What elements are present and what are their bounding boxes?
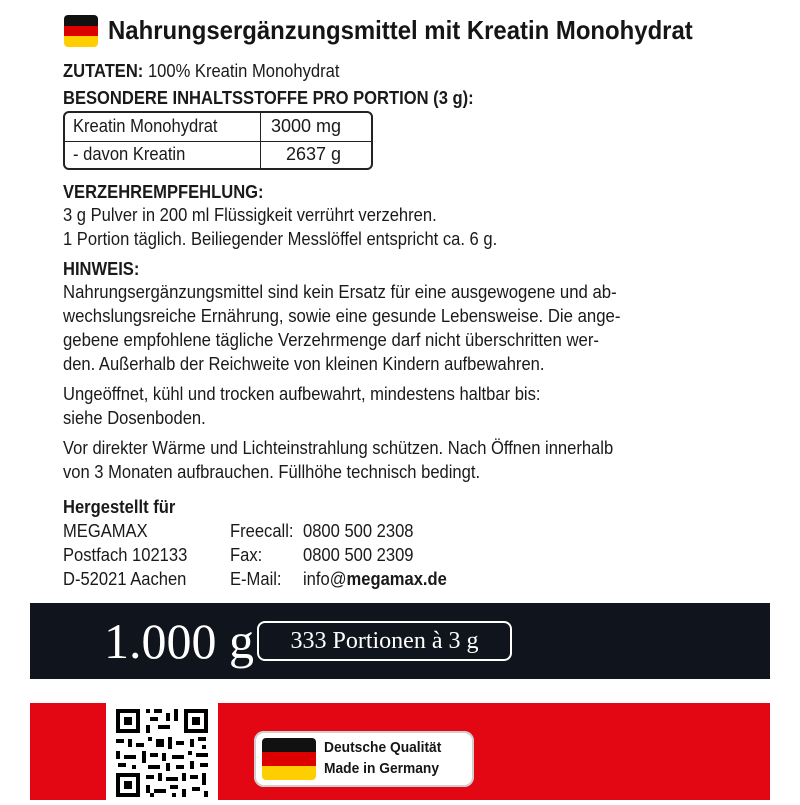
manufacturer-heading: Hergestellt für	[63, 497, 176, 517]
storage-line: Ungeöffnet, kühl und trocken aufbewahrt, mindestens haltbar bis:	[63, 384, 541, 404]
fax-number: 0800 500 2309	[303, 545, 414, 565]
fax-label: Fax:	[230, 545, 263, 565]
freecall-label: Freecall:	[230, 521, 294, 541]
notice-heading: HINWEIS:	[63, 259, 140, 279]
net-weight: 1.000 g	[104, 613, 254, 669]
nutrients-heading: BESONDERE INHALTSSTOFFE PRO PORTION (3 g):	[63, 88, 474, 108]
quality-badge	[254, 731, 474, 787]
germany-flag-icon	[64, 15, 98, 47]
protection-line: von 3 Monaten aufbrauchen. Füllhöhe technisch bedingt.	[63, 462, 481, 482]
email-address[interactable]: info@megamax.de	[303, 569, 447, 589]
nutrients-table	[63, 111, 373, 170]
nutrient-value: 3000 mg	[270, 116, 341, 136]
freecall-number: 0800 500 2308	[303, 521, 414, 541]
ingredients-label: ZUTATEN:	[63, 61, 144, 81]
manufacturer-name: MEGAMAX	[63, 521, 148, 541]
notice-line: den. Außerhalb der Reichweite von kleinen Kindern aufbewahren.	[63, 354, 545, 374]
ingredients-line	[63, 59, 363, 83]
notice-line: Nahrungsergänzungsmittel sind kein Ersatz für eine ausgewogene und ab-	[63, 282, 617, 302]
table-row	[65, 113, 371, 142]
badge-line-1: Deutsche Qualität	[324, 739, 442, 756]
portions-badge: 333 Portionen à 3 g	[257, 621, 512, 661]
protection-line: Vor direkter Wärme und Lichteinstrahlung schützen. Nach Öffnen innerhalb	[63, 438, 614, 458]
product-title: Nahrungsergänzungsmittel mit Kreatin Monohydrat	[108, 15, 693, 45]
badge-line-2: Made in Germany	[324, 760, 440, 777]
table-row	[65, 141, 371, 169]
manufacturer-city: D-52021 Aachen	[63, 569, 187, 589]
recommendation-heading: VERZEHREMPFEHLUNG:	[63, 182, 264, 202]
recommendation-line: 1 Portion täglich. Beiliegender Messlöffel entspricht ca. 6 g.	[63, 229, 498, 249]
notice-line: wechslungsreiche Ernährung, sowie eine gesunde Lebensweise. Die ange-	[63, 306, 621, 326]
email-label: E-Mail:	[230, 569, 282, 589]
qr-code-icon	[106, 703, 218, 800]
manufacturer-postbox: Postfach 102133	[63, 545, 188, 565]
nutrient-value: 2637 g	[285, 144, 341, 164]
ingredients-text: 100% Kreatin Monohydrat	[147, 61, 340, 81]
recommendation-line: 3 g Pulver in 200 ml Flüssigkeit verrührt verzehren.	[63, 205, 437, 225]
notice-line: gebene empfohlene tägliche Verzehrmenge darf nicht überschritten wer-	[63, 330, 599, 350]
storage-line: siehe Dosenboden.	[63, 408, 206, 428]
nutrient-name: - davon Kreatin	[73, 144, 186, 164]
germany-flag-icon	[262, 738, 316, 780]
nutrient-name: Kreatin Monohydrat	[73, 116, 218, 136]
